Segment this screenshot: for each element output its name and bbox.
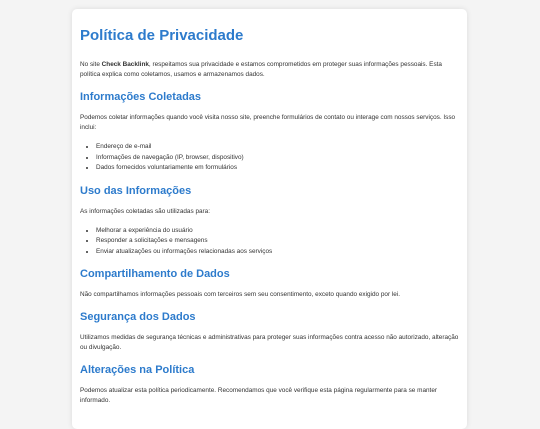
section-text-info: Podemos coletar informações quando você visita nosso site, preenche formulários de contato ou interage com nossos serviços. Isso inclui: <box>80 114 456 131</box>
intro-text-before: No site <box>80 61 102 68</box>
section-heading-info: Informações Coletadas <box>80 91 202 103</box>
page-title: Política de Privacidade <box>80 27 244 44</box>
use-list <box>80 226 459 258</box>
section-text-use: As informações coletadas são utilizadas para: <box>80 207 211 215</box>
section-heading-changes: Alterações na Política <box>80 364 195 376</box>
section-heading-security: Segurança dos Dados <box>80 311 196 323</box>
info-list <box>80 142 459 174</box>
brand-name: Check Backlink <box>101 61 149 68</box>
list-item: • Endereço de e-mail <box>96 142 459 153</box>
intro-paragraph <box>80 60 459 80</box>
section-heading-share: Compartilhamento de Dados <box>80 268 230 280</box>
list-item: • Melhorar a experiência do usuário <box>96 226 459 237</box>
section-heading-use: Uso das Informações <box>80 184 192 197</box>
list-item: • Informações de navegação (IP, browser, dispositivo) <box>96 153 459 164</box>
list-item: • Enviar atualizações ou informações relacionadas aos serviços <box>96 247 459 258</box>
list-item: • Responder a solicitações e mensagens <box>96 236 459 247</box>
intro-text-after: , respeitamos sua privacidade e estamos comprometidos em proteger suas informações pessoais. Esta política explica como coletamos, usamos e armazenamos dados. <box>80 61 442 78</box>
section-text-security: Utilizamos medidas de segurança técnicas e administrativas para proteger suas informações contra acesso não autorizado, alteração ou divulgação. <box>80 334 459 351</box>
list-item: • Dados fornecidos voluntariamente em formulários <box>96 163 459 174</box>
section-text-changes: Podemos atualizar esta política periodicamente. Recomendamos que você verifique esta página regularmente para se manter informado. <box>80 387 438 404</box>
section-text-share: Não compartilhamos informações pessoais com terceiros sem seu consentimento, exceto quando exigido por lei. <box>80 291 401 298</box>
policy-card <box>72 9 467 429</box>
